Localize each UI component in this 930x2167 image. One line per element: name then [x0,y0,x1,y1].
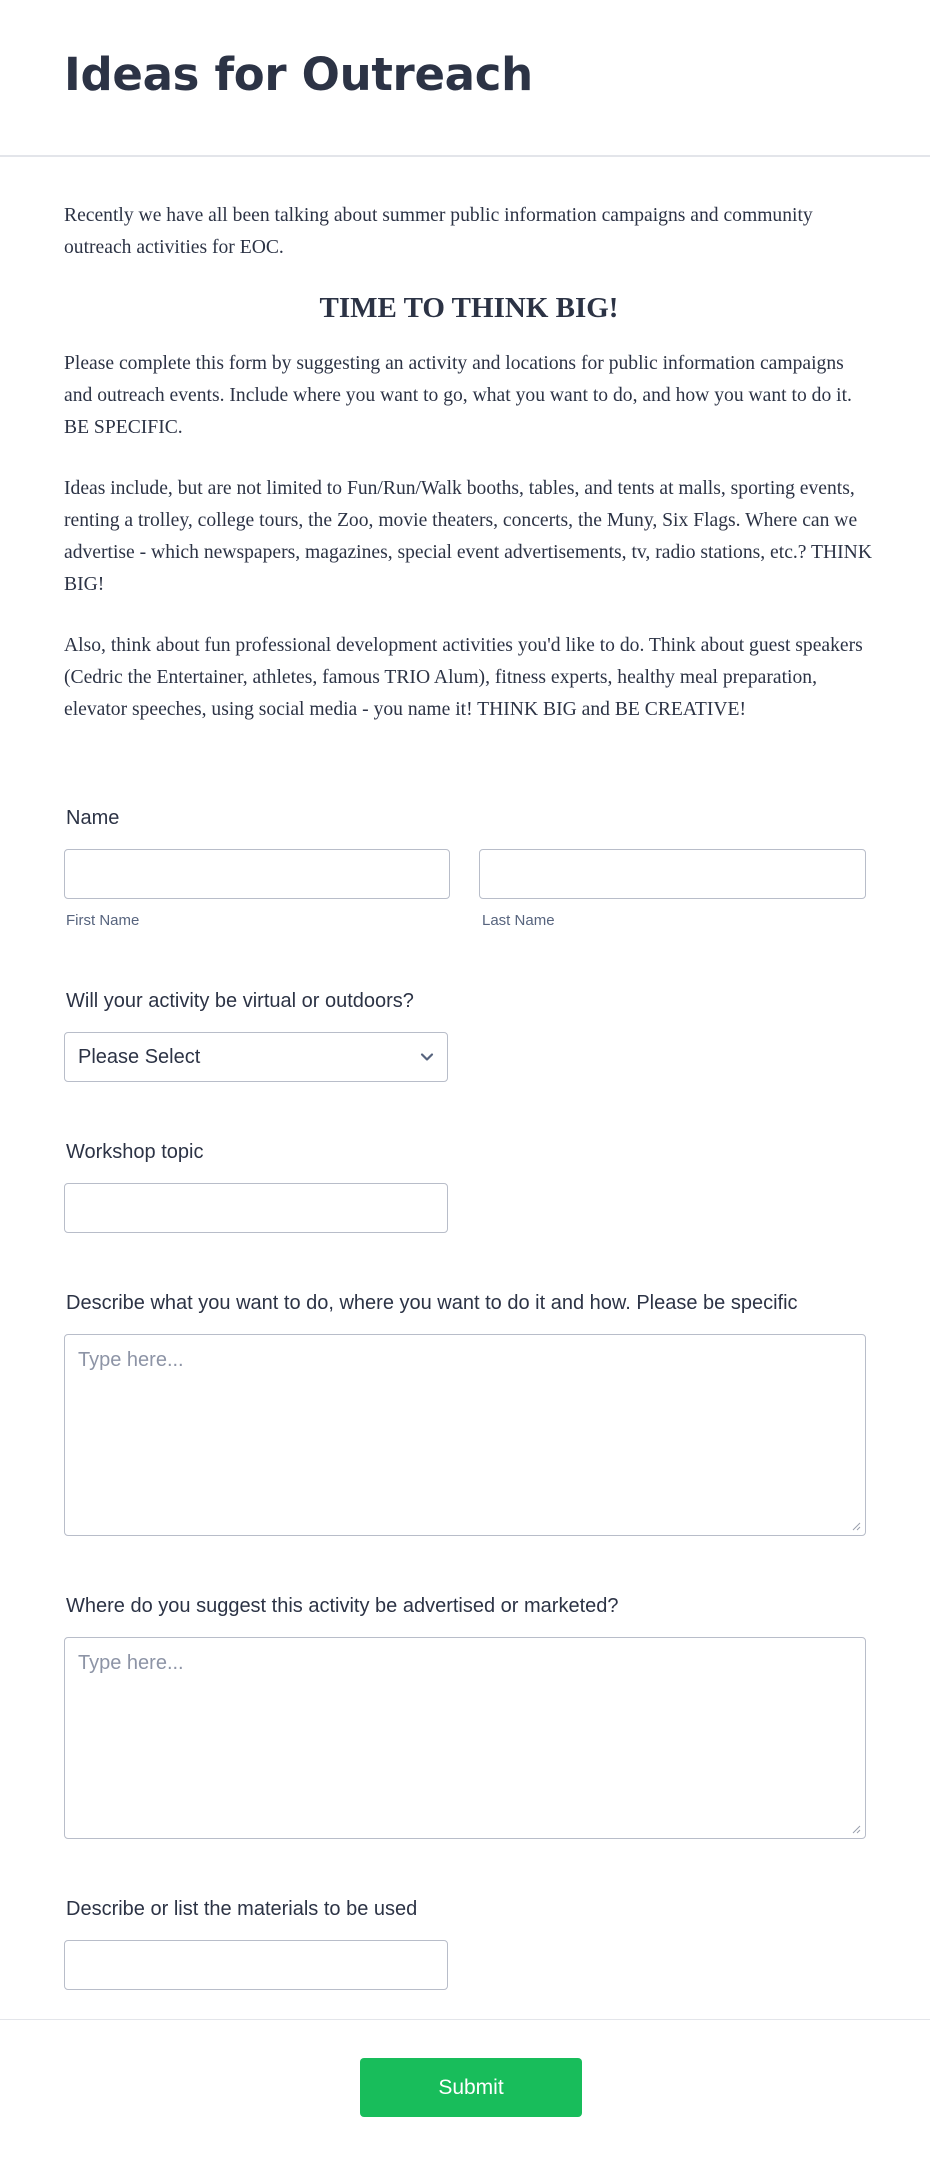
resize-grip-icon[interactable] [851,1521,861,1531]
first-name-input[interactable] [64,849,450,899]
activity-type-selected-value: Please Select [78,1046,201,1068]
intro-paragraph-4: Also, think about fun professional development activities you'd like to do. Think about guest speakers (Cedric the Entertainer, athletes, famous TRIO Alum), fitness experts, healthy meal preparation, elevator speeches, using social media - you name it! THINK BIG and BE CREATIVE! [64,635,863,720]
advertise-textarea[interactable] [64,1637,866,1839]
describe-label: Describe what you want to do, where you want to do it and how. Please be specific [66,1292,798,1314]
name-label: Name [66,807,120,829]
last-name-input[interactable] [479,849,866,899]
describe-placeholder: Type here... [78,1349,184,1371]
workshop-topic-label: Workshop topic [66,1141,204,1163]
intro-paragraph-3: Ideas include, but are not limited to Fun/Run/Walk booths, tables, and tents at malls, sporting events, renting a trolley, college tours, the Zoo, movie theaters, concerts, the Muny, Six Flags. Where can we advertise - which newspapers, magazines, special event advertisements, tv, radio stations, etc.? THINK BIG! [64,478,872,595]
intro-paragraph-2: Please complete this form by suggesting an activity and locations for public information campaigns and outreach events. Include where you want to go, what you want to do, and how you want to do it. BE SPECIFIC. [64,353,852,438]
materials-label: Describe or list the materials to be used [66,1898,418,1920]
chevron-down-icon [417,1047,437,1067]
form-footer [0,2019,930,2167]
intro-paragraph-1: Recently we have all been talking about summer public information campaigns and community outreach activities for EOC. [64,205,813,258]
first-name-sublabel: First Name [66,912,140,929]
activity-type-label: Will your activity be virtual or outdoors? [66,990,414,1012]
resize-grip-icon[interactable] [851,1824,861,1834]
form-header [0,0,930,157]
submit-button[interactable]: Submit [360,2058,582,2117]
form-title: Ideas for Outreach [64,48,533,101]
workshop-topic-input[interactable] [64,1183,448,1233]
advertise-label: Where do you suggest this activity be advertised or marketed? [66,1595,619,1617]
materials-input[interactable] [64,1940,448,1990]
form-description [64,200,874,726]
advertise-placeholder: Type here... [78,1652,184,1674]
last-name-sublabel: Last Name [482,912,555,929]
describe-textarea[interactable] [64,1334,866,1536]
activity-type-select[interactable] [64,1032,448,1082]
intro-headline: TIME TO THINK BIG! [319,292,619,324]
